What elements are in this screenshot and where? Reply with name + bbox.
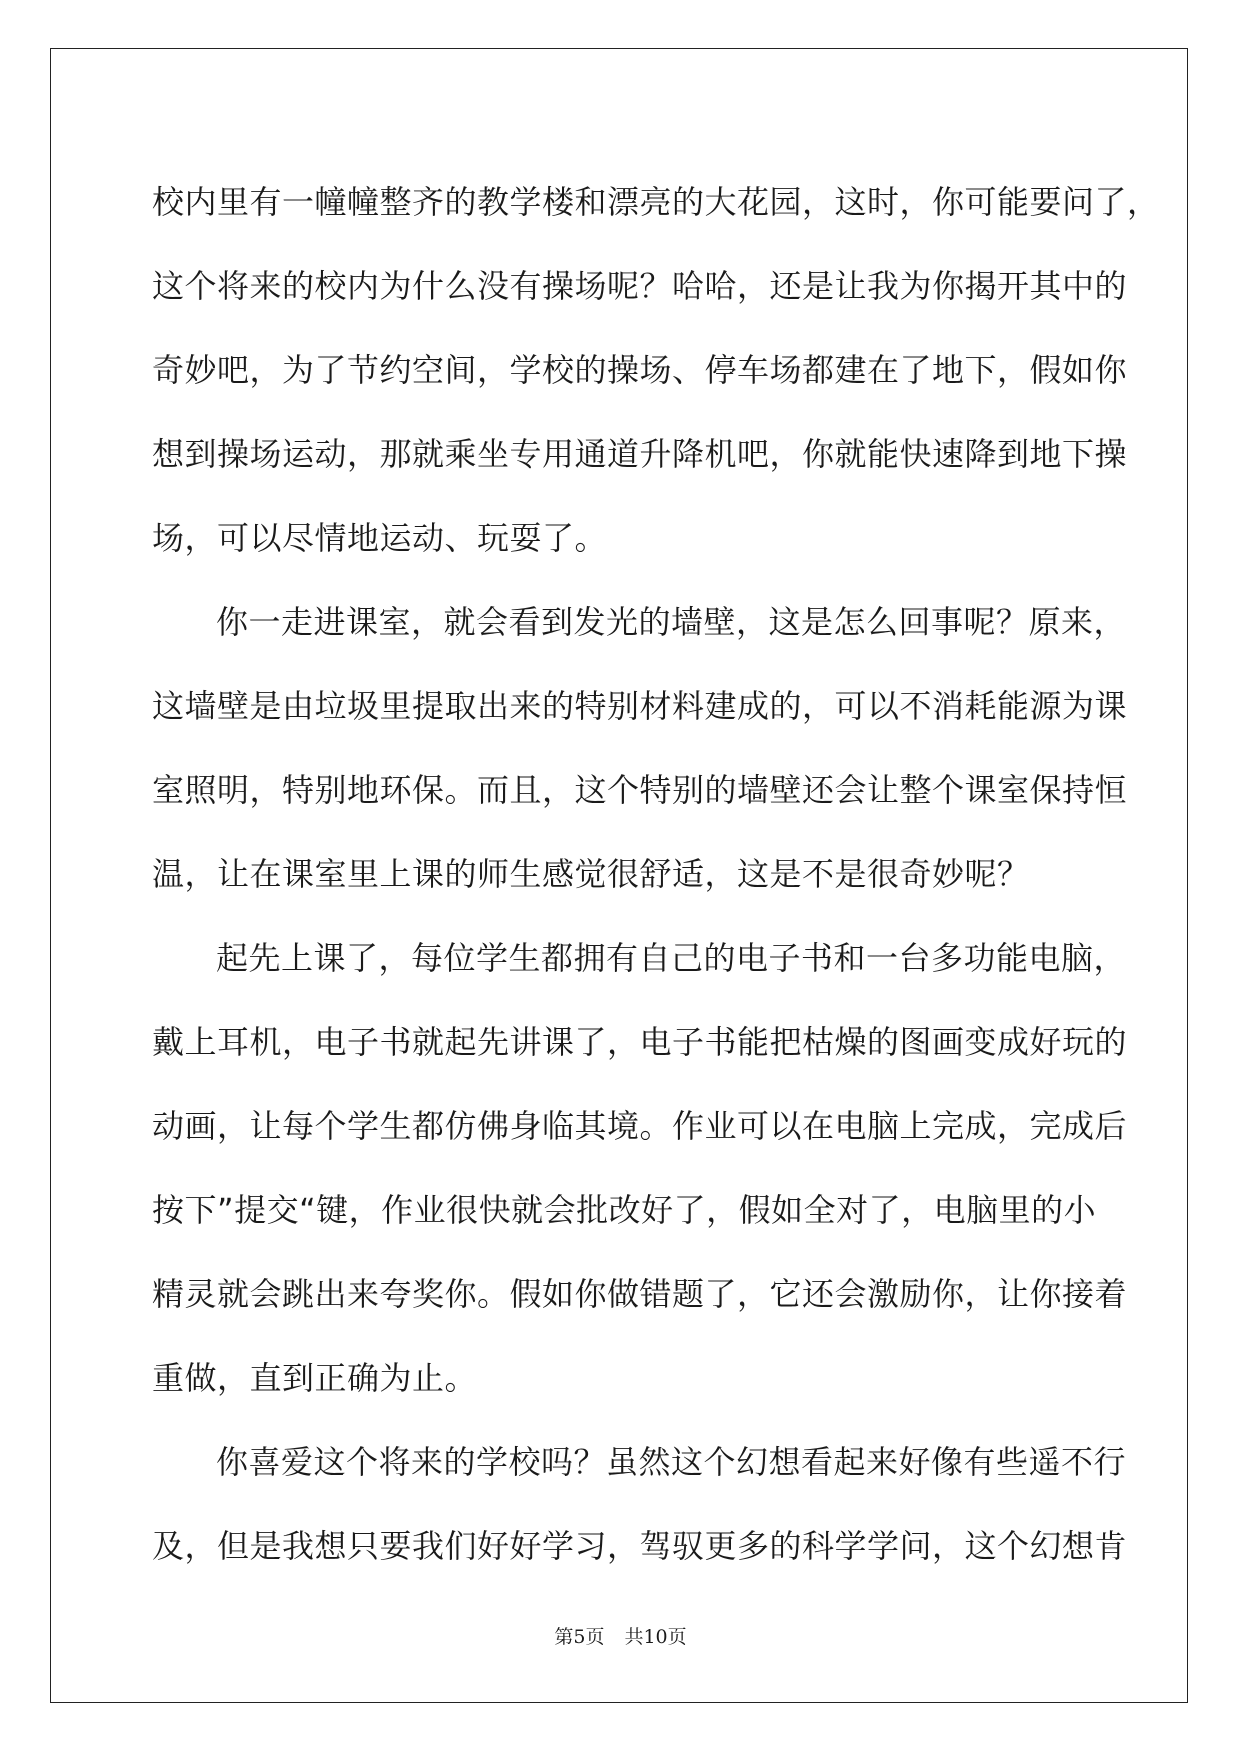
text-line: 动画，让每个学生都仿佛身临其境。作业可以在电脑上完成，完成后 xyxy=(152,1107,1128,1145)
text-line: 温，让在课室里上课的师生感觉很舒适，这是不是很奇妙呢？ xyxy=(152,855,1030,893)
paragraph-1 xyxy=(152,160,1160,580)
paragraph-3 xyxy=(152,916,1128,1420)
paragraph-4 xyxy=(152,1420,1128,1588)
text-line: 场，可以尽情地运动、玩耍了。 xyxy=(152,519,608,557)
text-line: 这个将来的校内为什么没有操场呢？哈哈，还是让我为你揭开其中的 xyxy=(152,267,1128,305)
text-line: 校内里有一幢幢整齐的教学楼和漂亮的大花园，这时，你可能要问了， xyxy=(152,183,1160,221)
current-page-number: 第5页 xyxy=(554,1626,605,1648)
page-footer xyxy=(0,1622,1241,1649)
text-line: 及，但是我想只要我们好好学习，驾驭更多的科学学问，这个幻想肯 xyxy=(152,1527,1128,1565)
text-line: 戴上耳机，电子书就起先讲课了，电子书能把枯燥的图画变成好玩的 xyxy=(152,1023,1128,1061)
text-line: 奇妙吧，为了节约空间，学校的操场、停车场都建在了地下，假如你 xyxy=(152,351,1128,389)
text-line: 你一走进课室，就会看到发光的墙壁，这是怎么回事呢？原来， xyxy=(216,603,1127,641)
text-line: 精灵就会跳出来夸奖你。假如你做错题了，它还会激励你，让你接着 xyxy=(152,1275,1128,1313)
text-line: 按下”提交“键，作业很快就会批改好了，假如全对了，电脑里的小 xyxy=(152,1191,1097,1229)
total-pages: 共10页 xyxy=(624,1626,687,1648)
paragraph-2 xyxy=(152,580,1128,916)
document-body xyxy=(152,160,1160,1588)
text-line: 你喜爱这个将来的学校吗？虽然这个幻想看起来好像有些遥不行 xyxy=(216,1443,1127,1481)
text-line: 重做，直到正确为止。 xyxy=(152,1359,478,1397)
text-line: 起先上课了，每位学生都拥有自己的电子书和一台多功能电脑， xyxy=(216,939,1127,977)
text-line: 室照明，特别地环保。而且，这个特别的墙壁还会让整个课室保持恒 xyxy=(152,771,1128,809)
text-line: 想到操场运动，那就乘坐专用通道升降机吧，你就能快速降到地下操 xyxy=(152,435,1128,473)
text-line: 这墙壁是由垃圾里提取出来的特别材料建成的，可以不消耗能源为课 xyxy=(152,687,1128,725)
